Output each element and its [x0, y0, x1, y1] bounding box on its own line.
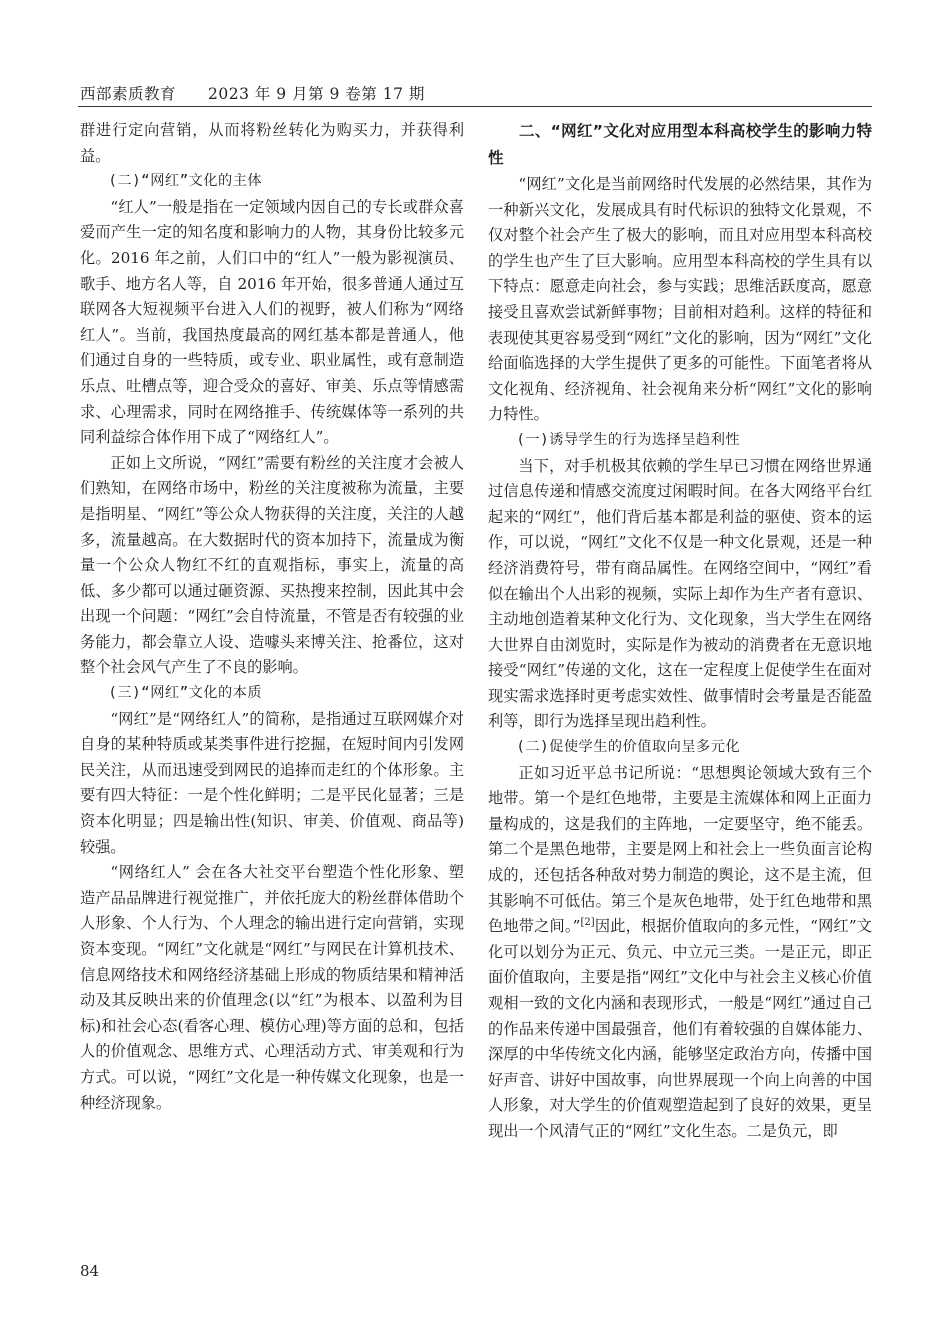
section-heading-influence: 二、“网红”文化对应用型本科高校学生的影响力特性	[488, 122, 872, 167]
paragraph-red-people: “红人”一般是指在一定领域内因自己的专长或群众喜爱而产生一定的知名度和影响力的人物，其身份比较多元化。2016 年之前，人们口中的“红人”一般为影视演员、歌手、地方名人等，自 2016 年开始，很多普通人通过互联网各大短视频平台进入人们的视野，被人们称为“网络红人”。当前，我国热度最高的网红基本都是普通人，他们通过自身的一些特质，或专业、职业属性，或有意制造乐点、吐槽点等，迎合受众的喜好、审美、乐点等情感需求、心理需求，同时在网络推手、传统媒体等一系列的共同利益综合体作用下成了“网络红人”。	[80, 197, 464, 447]
paragraph-culture: “网络红人” 会在各大社交平台塑造个性化形象、塑造产品品牌进行视觉推广，并依托庞大的粉丝群体借助个人形象、个人行为、个人理念的输出进行定向营销，实现资本变现。“网红”文化就是“网红”与网民在计算机技术、信息网络技术和网络经济基础上形成的物质结果和精神活动及其反映出来的价值理念(以“红”为根本、以盈利为目标)和社会心态(看客心理、模仿心理)等方面的总和，包括人的价值观念、思维方式、心理活动方式、审美观和行为方式。可以说，“网红”文化是一种传媒文化现象，也是一种经济现象。	[80, 863, 464, 1112]
paragraph-profit: 当下，对手机极其依赖的学生早已习惯在网络世界通过信息传递和情感交流度过闲暇时间。在各大网络平台红起来的“网红”，他们背后基本都是利益的驱使、资本的运作，可以说，“网红”文化不仅是一种文化景观，还是一种经济消费符号，带有商品属性。在网络空间中，“网红”看似在输出个人出彩的视频，实际上却作为生产者有意识、主动地创造着某种文化行为、文化现象，当大学生在网络大世界自由浏览时，实际是作为被动的消费者在无意识地接受“网红”传递的文化，这在一定程度上促使学生在面对现实需求选择时更考虑实效性、做事情时会考量是否能盈利等，即行为选择呈现出趋利性。	[488, 456, 872, 731]
citation-ref: [2]	[580, 917, 595, 929]
running-header: 西部素质教育 2023 年 9 月第 9 卷第 17 期	[80, 85, 425, 103]
paragraph-values	[488, 761, 872, 1145]
paragraph-continued: 群进行定向营销，从而将粉丝转化为购买力，并获得利益。	[80, 121, 464, 165]
subsection-heading-values: (二)促使学生的价值取向呈多元化	[516, 739, 741, 756]
paragraph-traffic: 正如上文所说，“网红”需要有粉丝的关注度才会被人们熟知，在网络市场中，粉丝的关注度被称为流量，主要是指明星、“网红”等公众人物获得的关注度，关注的人越多，流量越高。在大数据时代的资本加持下，流量成为衡量一个公众人物红不红的直观指标，事实上，流量的高低、多少都可以通过砸资源、买热搜来控制，因此其中会出现一个问题：“网红”会自恃流量，不管是否有较强的业务能力，都会靠立人设、造噱头来博关注、抢番位，这对整个社会风气产生了不良的影响。	[80, 453, 464, 677]
paragraph-definition: “网红”是“网络红人”的简称，是指通过互联网媒介对自身的某种特质或某类事件进行挖掘，在短时间内引发网民关注，从而迅速受到网民的追捧而走红的个体形象。主要有四大特征：一是个性化鲜明；二是平民化显著；三是资本化明显；四是输出性(知识、审美、价值观、商品等)较强。	[80, 709, 464, 856]
values-text: 因此，根据价值取向的多元性，“网红”文化可以划分为正元、负元、中立元三类。一是正元，即正面价值取向，主要是指“网红”文化中与社会主义核心价值观相一致的文化内涵和表现形式，一般是“网红”通过自己的作品来传递中国最强音，他们有着较强的自媒体能力、深厚的中华传统文化内涵，能够坚定政治方向，传播中国好声音、讲好中国故事，向世界展现一个向上向善的中国人形象，对大学生的价值观塑造起到了良好的效果，更呈现出一个风清气正的“网红”文化生态。二是负元，即	[488, 917, 872, 1140]
subsection-heading-essence: (三)“网红”文化的本质	[108, 685, 263, 702]
right-column	[488, 118, 872, 1145]
page-number: 84	[80, 1262, 100, 1280]
quote-text: 正如习近平总书记所说：“思想舆论领域大致有三个地带。第一个是红色地带，主要是主流媒体和网上正面力量构成的，这是我们的主阵地，一定要坚守，绝不能丢。第二个是黑色地带，主要是网上和社会上一些负面言论构成的，还包括各种敌对势力制造的舆论，这不是主流，但其影响不可低估。第三个是灰色地带，处于红色地带和黑色地带之间。”	[488, 763, 872, 936]
left-column	[80, 118, 464, 1116]
subsection-heading-subject: (二)“网红”文化的主体	[108, 173, 263, 190]
paragraph-influence-intro: “网红”文化是当前网络时代发展的必然结果，其作为一种新兴文化，发展成具有时代标识的独特文化景观，不仅对整个社会产生了极大的影响，而且对应用型本科高校的学生也产生了巨大影响。应用型本科高校的学生具有以下特点：愿意走向社会，参与实践；思维活跃度高，愿意接受且喜欢尝试新鲜事物；目前相对趋利。这样的特征和表现使其更容易受到“网红”文化的影响，因为“网红”文化给面临选择的大学生提供了更多的可能性。下面笔者将从文化视角、经济视角、社会视角来分析“网红”文化的影响力特性。	[488, 175, 872, 424]
header-rule	[78, 106, 872, 107]
subsection-heading-profit: (一)诱导学生的行为选择呈趋利性	[516, 431, 741, 448]
